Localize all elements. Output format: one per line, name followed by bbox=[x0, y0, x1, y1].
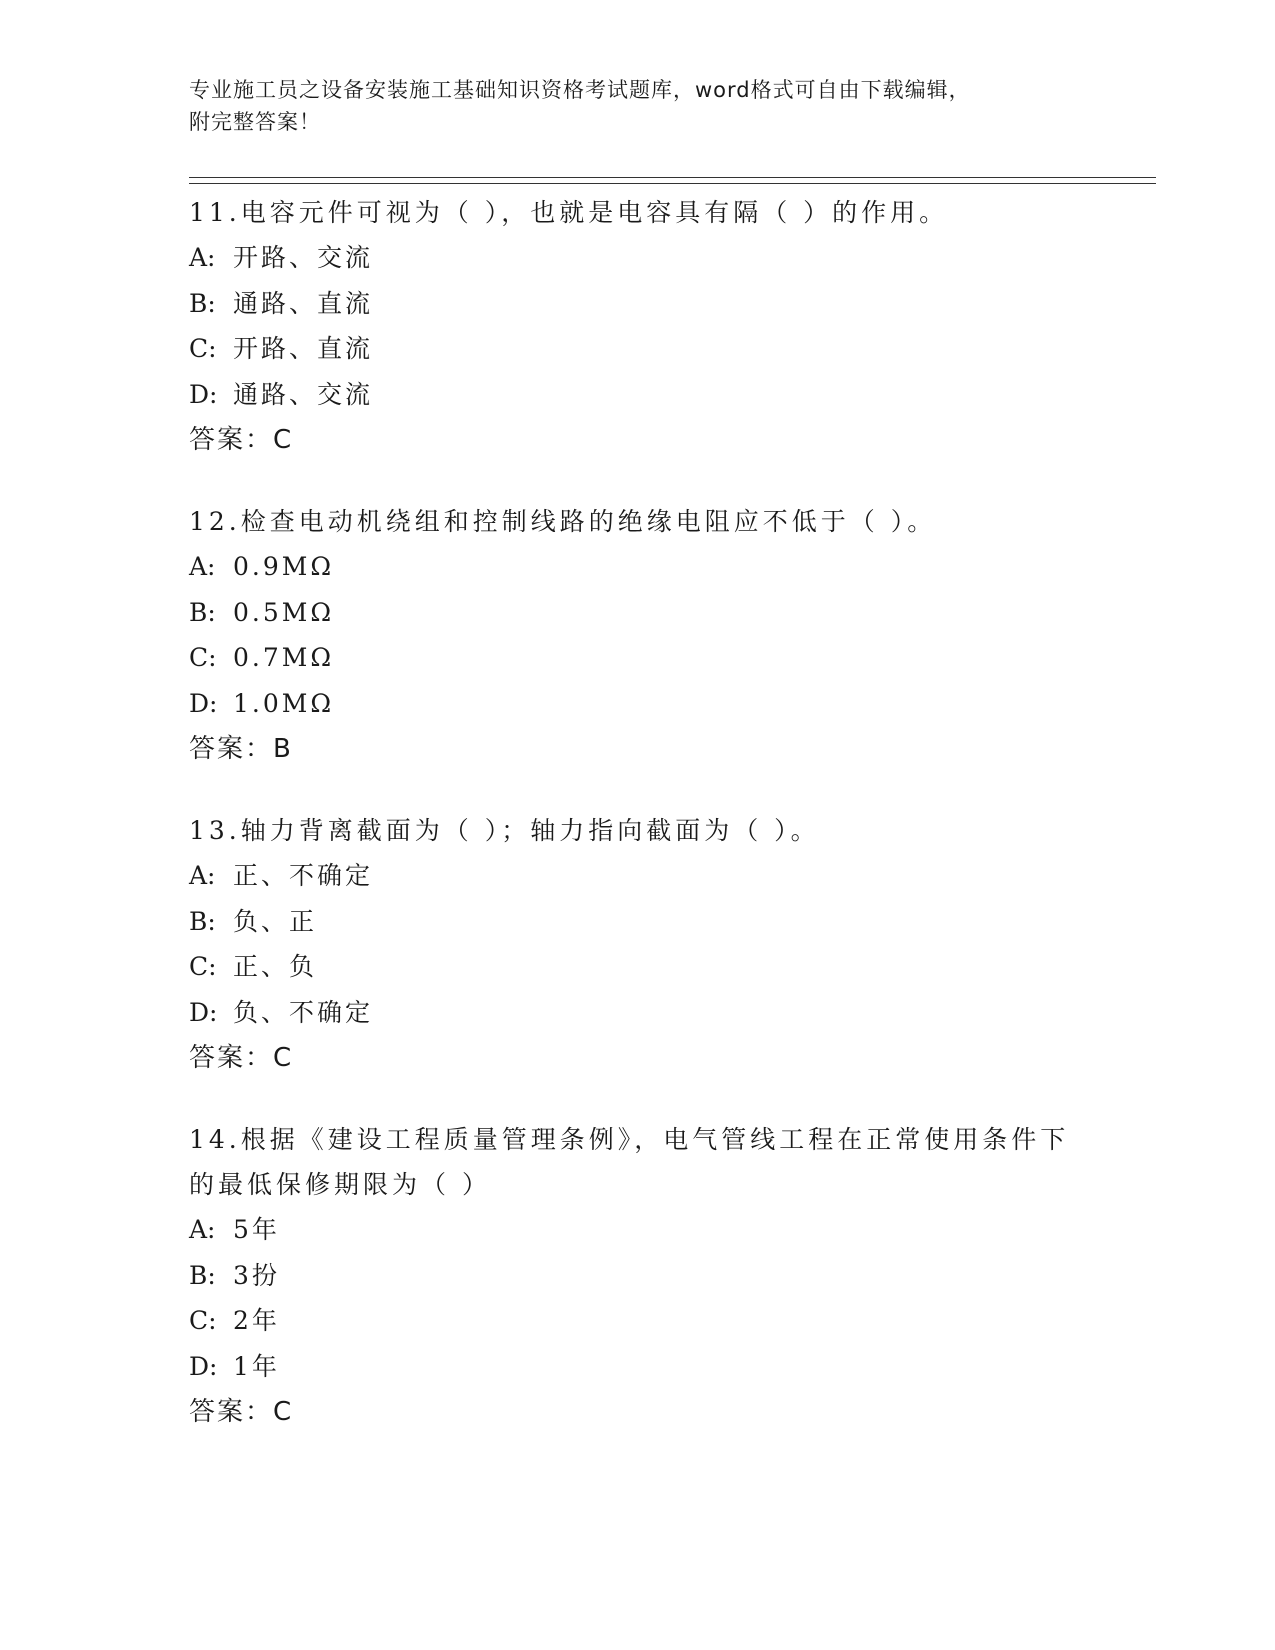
option-letter: C: bbox=[189, 643, 217, 672]
option-text: 5年 bbox=[233, 1215, 280, 1244]
answer-line: 答案：C bbox=[189, 1043, 294, 1073]
question-12 bbox=[189, 499, 1149, 772]
header-line-2: 附完整答案！ bbox=[189, 110, 321, 134]
option-text: 正、负 bbox=[233, 952, 318, 981]
question-stem: 11.电容元件可视为（ ），也就是电容具有隔（ ）的作用。 bbox=[189, 198, 949, 227]
option-letter: B: bbox=[189, 1260, 216, 1290]
answer-line: 答案：C bbox=[189, 425, 294, 455]
option-c bbox=[189, 944, 1149, 990]
answer-line: 答案：B bbox=[189, 734, 293, 764]
answer-line: 答案：C bbox=[189, 1397, 294, 1427]
option-d bbox=[189, 990, 1149, 1036]
option-letter: A: bbox=[189, 552, 216, 581]
header-divider-bottom bbox=[189, 183, 1156, 184]
document-header bbox=[189, 74, 1089, 138]
option-c bbox=[189, 1298, 1149, 1344]
question-13 bbox=[189, 808, 1149, 1081]
option-letter: D: bbox=[189, 688, 218, 718]
header-divider-top bbox=[189, 177, 1156, 178]
question-11 bbox=[189, 190, 1149, 463]
question-stem: 13.轴力背离截面为（ ）；轴力指向截面为（ ）。 bbox=[189, 816, 820, 845]
option-text: 正、不确定 bbox=[233, 861, 374, 890]
option-text: 负、正 bbox=[233, 906, 318, 936]
option-letter: A: bbox=[189, 1215, 216, 1244]
option-text: 负、不确定 bbox=[233, 997, 374, 1027]
option-letter: D: bbox=[189, 379, 218, 409]
option-letter: D: bbox=[189, 1351, 218, 1381]
question-stem: 12.检查电动机绕组和控制线路的绝缘电阻应不低于（ ）。 bbox=[189, 507, 937, 536]
option-text: 开路、直流 bbox=[233, 334, 374, 363]
question-list bbox=[189, 190, 1149, 1471]
option-a bbox=[189, 853, 1149, 899]
option-c bbox=[189, 635, 1149, 681]
option-letter: D: bbox=[189, 997, 218, 1027]
option-letter: C: bbox=[189, 952, 217, 981]
option-text: 0.9MΩ bbox=[233, 552, 335, 581]
option-d bbox=[189, 1344, 1149, 1390]
question-stem: 14.根据《建设工程质量管理条例》，电气管线工程在正常使用条件下的最低保修期限为（ ） bbox=[189, 1125, 1070, 1199]
option-letter: A: bbox=[189, 861, 216, 890]
option-text: 2年 bbox=[233, 1306, 280, 1335]
option-text: 0.5MΩ bbox=[233, 597, 335, 627]
option-letter: C: bbox=[189, 1306, 217, 1335]
option-b bbox=[189, 1253, 1149, 1299]
header-line-1: 专业施工员之设备安装施工基础知识资格考试题库，word格式可自由下载编辑， bbox=[189, 78, 971, 102]
option-c bbox=[189, 326, 1149, 372]
option-text: 1年 bbox=[233, 1351, 280, 1381]
option-text: 1.0MΩ bbox=[233, 688, 335, 718]
option-a bbox=[189, 235, 1149, 281]
option-text: 3扮 bbox=[233, 1260, 280, 1290]
option-a bbox=[189, 544, 1149, 590]
option-letter: A: bbox=[189, 243, 216, 272]
option-d bbox=[189, 681, 1149, 727]
option-a bbox=[189, 1207, 1149, 1253]
option-b bbox=[189, 899, 1149, 945]
option-b bbox=[189, 281, 1149, 327]
option-letter: C: bbox=[189, 334, 217, 363]
option-letter: B: bbox=[189, 288, 216, 318]
option-d bbox=[189, 372, 1149, 418]
option-letter: B: bbox=[189, 906, 216, 936]
option-b bbox=[189, 590, 1149, 636]
option-text: 开路、交流 bbox=[233, 243, 374, 272]
option-text: 通路、交流 bbox=[233, 379, 374, 409]
option-letter: B: bbox=[189, 597, 216, 627]
question-14 bbox=[189, 1117, 1149, 1435]
option-text: 0.7MΩ bbox=[233, 643, 335, 672]
option-text: 通路、直流 bbox=[233, 288, 374, 318]
